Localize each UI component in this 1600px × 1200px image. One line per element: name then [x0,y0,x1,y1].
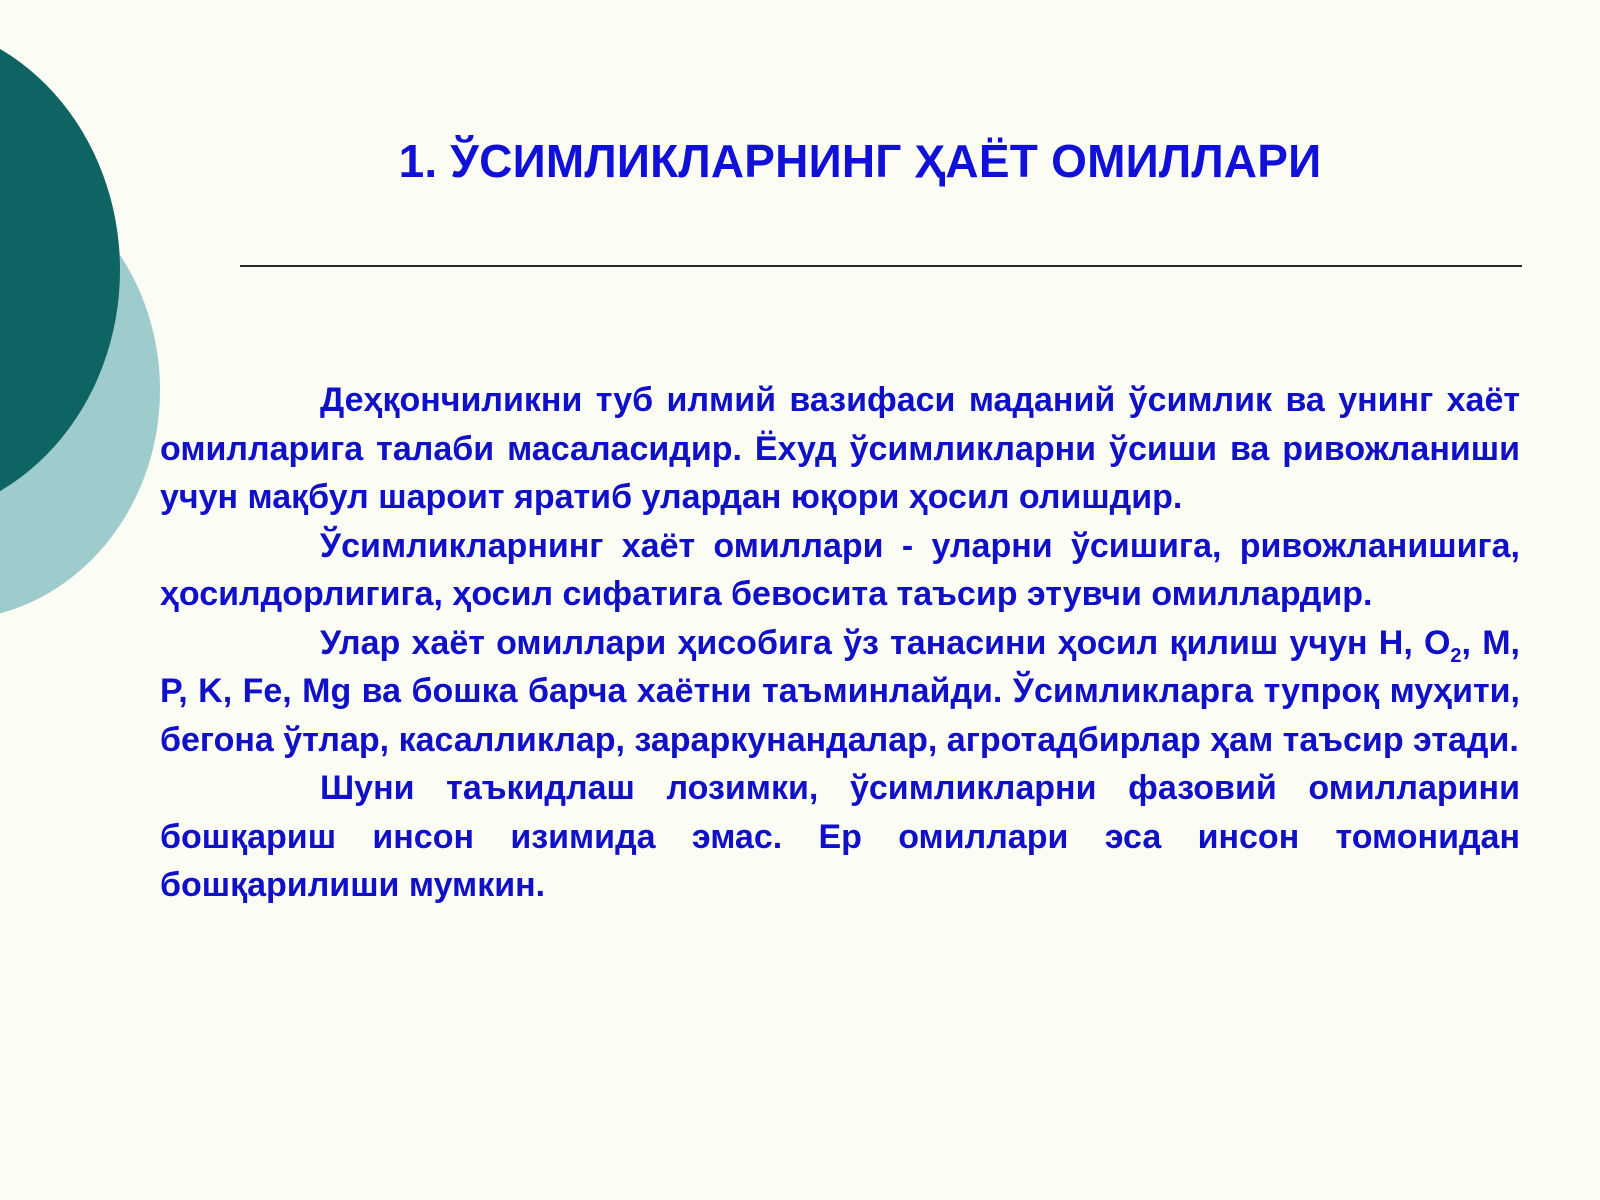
paragraph-4: Шуни таъкидлаш лозимки, ўсимликларни фазовий омилларини бошқариш инсон изимида эмас. Ер омиллари эса инсон томонидан бошқарилиши мумкин. [160,769,1520,904]
paragraph-3-part-2: , M, P, K, Fe, Mg ва бошка барча хаётни таъминлайди. Ўсимликларга тупроқ муҳити, бегона ўтлар, касалликлар, зараркунандалар, агротадбирлар ҳам таъсир этади. [160,623,1520,759]
paragraph-3-part-1: Улар хаёт омиллари ҳисобига ўз танасини ҳосил қилиш учун H, O [320,623,1451,662]
oxygen-subscript: 2 [1450,644,1462,667]
paragraph-2: Ўсимликларнинг хаёт омиллари - уларни ўсишига, ривожланишига, ҳосилдорлигига, ҳосил сифатига бевосита таъсир этувчи омиллардир. [160,526,1520,613]
paragraph-3 [160,619,1520,765]
paragraph-1: Деҳқончиликни туб илмий вазифаси маданий ўсимлик ва унинг хаёт омилларига талаби масаласидир. Ёхуд ўсимликларни ўсиши ва ривожланиши учун мақбул шароит яратиб улардан юқори ҳосил олишдир. [160,381,1520,516]
slide-title: 1. ЎСИМЛИКЛАРНИНГ ҲАЁТ ОМИЛЛАРИ [398,135,1322,187]
title-divider [240,265,1522,267]
slide-body [160,376,1520,910]
